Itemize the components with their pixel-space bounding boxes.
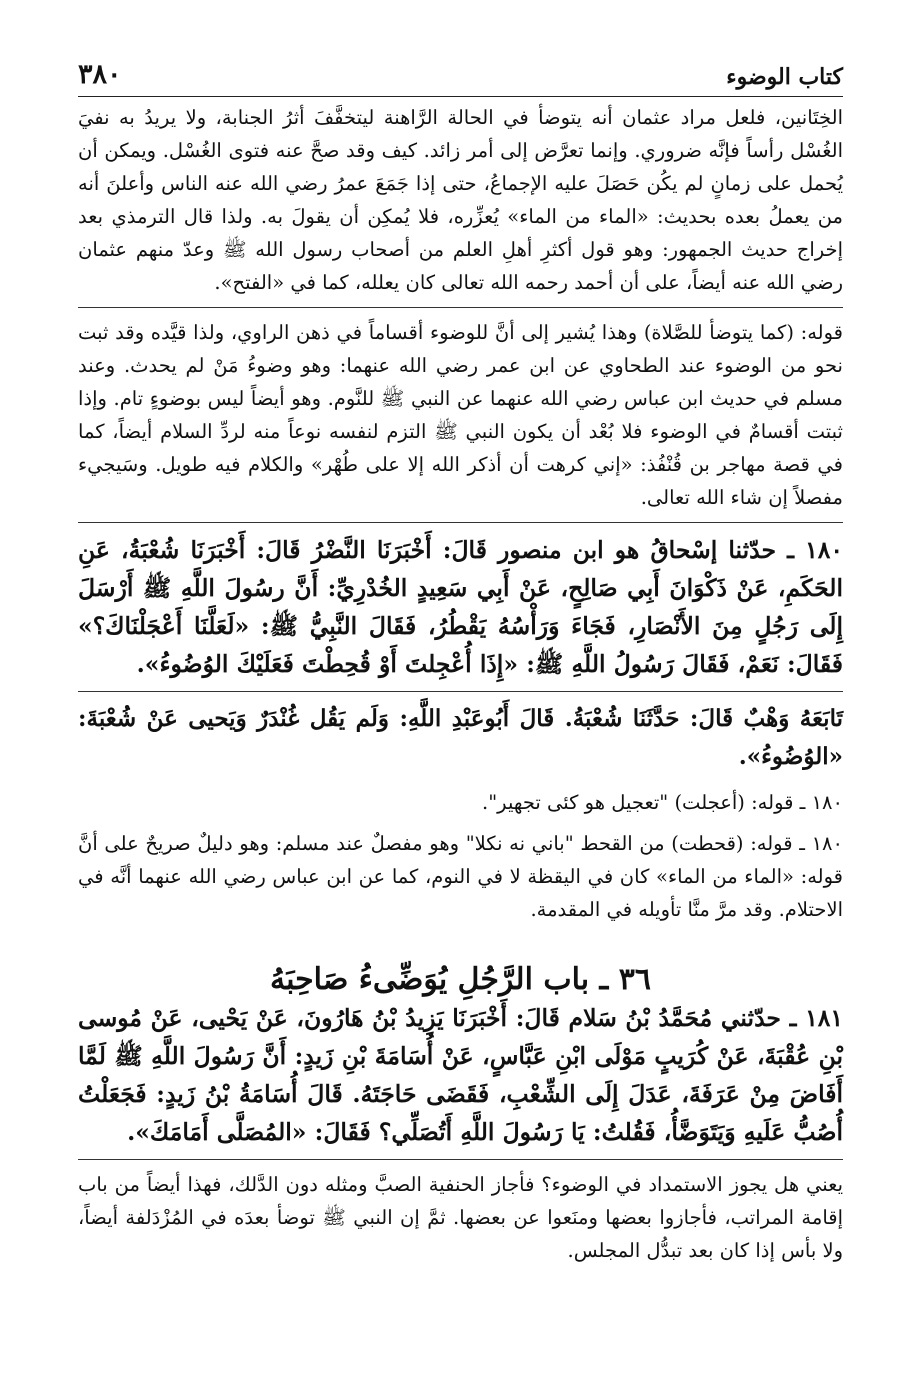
hadith-181: ١٨١ ـ حدّثني مُحَمَّدُ بْنُ سَلام قَالَ: أَخْبَرَنَا يَزِيدُ بْنُ هَارُونَ، عَنْ يَحْيى، عَنْ مُوسى بْنِ عُقْبَةَ، عَنْ كُرَيبٍ مَوْلَى ابْنِ عَبَّاسٍ، عَنْ أُسَامَةَ بْنِ زَيدٍ: أَنَّ رَسُولَ اللَّهِ ﷺ لَمَّا أَفَاضَ مِنْ عَرَفَةَ، عَدَلَ إِلَى الشِّعْبِ، فَقَضَى حَاجَتَهُ. قَالَ أُسَامَةُ بْنُ زَيدٍ: فَجَعَلْتُ أُصُبُّ عَلَيهِ وَيَتَوَضَّأُ، فَقُلتُ: يَا رَسُولَ اللَّهِ أَتُصَلِّي؟ فَقَالَ: «المُصَلَّى أَمَامَكَ». (78, 1004, 843, 1146)
section-divider (78, 691, 843, 692)
commentary-paragraph-1: الخِتَانين، فلعل مراد عثمان أنه يتوضأ في الحالة الرَّاهنة ليتخفَّفَ أثرُ الجنابة، ولا يريدُ به نفيَ الغُسْل رأساً فإنَّه ضروري. وإنما تعرَّض إلى أمر زائد. كيف وقد صحَّ عنه فتوى الغُسْل. ويمكن أن يُحمل على زمانٍ لم يكُن حَصَلَ عليه الإجماعُ، حتى إذا جَمَعَ عمرُ رضي الله عنه الناس وأعلنَ أنه من يعملُ بعده بحديث: «الماء من الماء» يُعزِّره، فلا يُمكِن أن يقولَ به. ولذا قال الترمذي بعد إخراج حديث الجمهور: وهو قول أكثرِ أهلِ العلم من أصحاب رسول الله ﷺ وعدّ منهم عثمان رضي الله عنه أيضاً، على أن أحمد رحمه الله تعالى كان يعلله، كما في «الفتح». (78, 106, 843, 294)
book-title: كتاب الوضوء (726, 64, 843, 90)
page-number: ٣٨٠ (78, 59, 122, 90)
section-divider (78, 522, 843, 523)
hadith-180: ١٨٠ ـ حدّثنا إسْحاقُ هو ابن منصور قَالَ: أَخْبَرَنَا النَّضْرُ قَالَ: أَخْبَرَنَا شُعْبَةُ، عَنِ الحَكَمِ، عَنْ ذَكْوَانَ أَبِي صَالِحٍ، عَنْ أَبِي سَعِيدٍ الخُدْرِيِّ: أَنَّ رسُولَ اللَّهِ ﷺ أَرْسَلَ إِلَى رَجُلٍ مِنَ الأَنْصَارِ، فَجَاءَ وَرَأْسُهُ يَقْطُرُ، فَقَالَ النَّبِيُّ ﷺ: «لَعَلَّنَا أَعْجَلْنَاكَ؟» فَقَالَ: نَعَمْ، فَقَالَ رَسُولُ اللَّهِ ﷺ: «إِذَا أُعْجِلتَ أَوْ قُحِطْتَ فَعَلَيْكَ الوُضُوءُ». (78, 536, 843, 678)
note-180-b: ١٨٠ ـ قوله: (قحطت) من القحط "باني نه نكلا" وهو مفصلٌ عند مسلم: وهو دليلٌ صريحٌ على أنَّ قوله: «الماء من الماء» كان في اليقظة لا في النوم، كما عن ابن عباس رضي الله عنهما أنَّه في الاحتلام. وقد مرَّ منَّا تأويله في المقدمة. (78, 832, 843, 921)
page-header (78, 58, 843, 97)
commentary-paragraph-2: قوله: (كما يتوضأ للصَّلاة) وهذا يُشير إلى أنَّ للوضوء أقساماً في ذهن الراوي، ولذا قيَّده وقد ثبت نحو من الوضوء عند الطحاوي عن ابن عمر رضي الله عنهما: وهو وضوءُ مَنْ لم يحدث. وعند مسلم في حديث ابن عباس رضي الله عنهما عن النبي ﷺ للنَّوم. وهو أيضاً ليس بوضوءٍ تام. وإذا ثبتت أقسامٌ في الوضوء فلا بُعْد أن يكون النبي ﷺ التزم لنفسه نوعاً منه لردِّ السلام أيضاً، كما في قصة مهاجر بن قُنْفُذ: «إني كرهت أن أذكر الله إلا على طُهْر» والكلام فيه طويل. وسَيجيء مفصلاً إن شاء الله تعالى. (78, 321, 843, 509)
chapter-heading: ٣٦ ـ باب الرَّجُلِ يُوَضِّىءُ صَاحِبَهُ (270, 962, 651, 997)
note-180-a: ١٨٠ ـ قوله: (أعجلت) "تعجيل هو كئى تجهير". (482, 791, 843, 814)
hadith-180-follow-up: تَابَعَهُ وَهْبٌ قَالَ: حَدَّثَنَا شُعْبَةُ. قَالَ أَبُوعَبْدِ اللَّهِ: وَلَم يَقُل غُنْدَرٌ وَيَحيى عَنْ شُعْبَةَ: «الوُضُوءُ». (78, 705, 843, 770)
section-divider (78, 1159, 843, 1160)
section-divider (78, 307, 843, 308)
commentary-paragraph-3: يعني هل يجوز الاستمداد في الوضوء؟ فأجاز الحنفية الصبَّ ومثله دون الدَّلك، فهذا أيضاً من باب إقامة المراتب، فأجازوا بعضها ومنَعوا عن بعضها. ثمَّ إن النبي ﷺ توضأ بعدَه في المُزْدَلفة أيضاً، ولا بأس إذا كان بعد تبدُّل المجلس. (78, 1173, 843, 1262)
